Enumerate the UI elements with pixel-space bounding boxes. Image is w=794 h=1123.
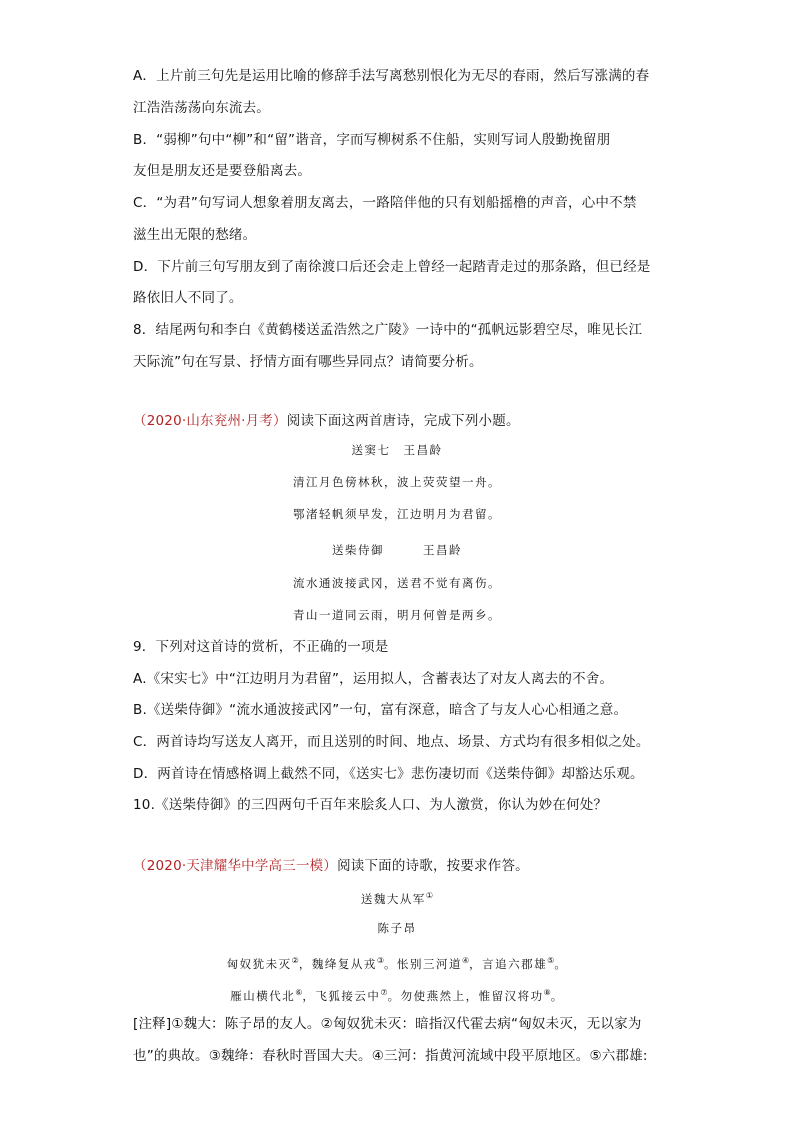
- q7-option-a-line2: 江浩浩荡荡向东流去。: [133, 100, 270, 116]
- section3-instruction: 阅读下面的诗歌，按要求作答。: [337, 858, 529, 874]
- section2-header: [133, 412, 520, 430]
- q7-option-c-line1: C．“为君”句写词人想象着朋友离去，一路陪伴他的只有划船摇橹的声音，心中不禁: [133, 195, 637, 211]
- q9-option-c: C．两首诗均写送友人离开，而且送别的时间、地点、场景、方式均有很多相似之处。: [133, 734, 650, 750]
- notes-line1: [注释]①魏大：陈子昂的友人。②匈奴犹未灭：暗指汉代霍去病“匈奴未灭，无以家为: [133, 1016, 642, 1032]
- poem2-title: 送柴侍御 王昌龄: [332, 543, 462, 557]
- poem2-line2: 青山一道同云雨，明月何曾是两乡。: [293, 608, 501, 622]
- q10-stem: 10.《送柴侍御》的三四两句千百年来脍炙人口、为人激赏，你认为妙在何处？: [133, 797, 608, 813]
- section3-header: [133, 857, 529, 875]
- section3-source: （2020·天津耀华中学高三一模）: [133, 858, 338, 874]
- poem1-line1: 清江月色傍林秋，波上荧荧望一舟。: [293, 475, 501, 489]
- poem3-line2: 雁山横代北⑥，飞狐接云中⑦。勿使燕然上，惟留汉将功⑧。: [230, 988, 564, 1003]
- q7-option-a-line1: A．上片前三句先是运用比喻的修辞手法写离愁别恨化为无尽的春雨，然后写涨满的春: [133, 68, 650, 84]
- poem1-line2: 鄂渚轻帆须早发，江边明月为君留。: [293, 507, 501, 521]
- poem2-line1: 流水通波接武冈，送君不觉有离伤。: [293, 576, 501, 590]
- q7-option-d-line2: 路依旧人不同了。: [133, 290, 243, 306]
- q8-line1: 8．结尾两句和李白《黄鹤楼送孟浩然之广陵》一诗中的“孤帆远影碧空尽，唯见长江: [133, 322, 643, 338]
- poem3-line1: 匈奴犹未灭②，魏绛复从戎③。怅别三河道④，言追六郡雄⑤。: [226, 956, 568, 971]
- q7-option-c-line2: 滋生出无限的愁绪。: [133, 227, 257, 243]
- q9-option-a: A.《宋实七》中“江边明月为君留”，运用拟人，含蓄表达了对友人离去的不舍。: [133, 671, 614, 687]
- poem1-title: 送窦七 王昌龄: [351, 443, 443, 457]
- q9-stem: 9．下列对这首诗的赏析，不正确的一项是: [133, 639, 389, 655]
- poem3-author: 陈子昂: [377, 921, 417, 935]
- q9-option-b: B.《送柴侍御》“流水通波接武冈”一句，富有深意，暗含了与友人心心相通之意。: [133, 702, 628, 718]
- poem3-title: 送魏大从军①: [360, 891, 434, 906]
- q8-line2: 天际流”句在写景、抒情方面有哪些异同点？请简要分析。: [133, 354, 483, 370]
- notes-line2: 也”的典故。③魏绛：春秋时晋国大夫。④三河：指黄河流域中段平原地区。⑤六郡雄:: [133, 1048, 648, 1064]
- q7-option-b-line2: 友但是朋友还是要登船离去。: [133, 163, 312, 179]
- q7-option-b-line1: B．“弱柳”句中“柳”和“留”谐音，字而写柳树系不住船，实则写词人殷勤挽留朋: [133, 132, 611, 148]
- section2-source: （2020·山东兖州·月考）: [133, 413, 287, 429]
- q9-option-d: D．两首诗在情感格调上截然不同，《送实七》悲伤凄切而《送柴侍御》却豁达乐观。: [133, 766, 644, 782]
- q7-option-d-line1: D．下片前三句写朋友到了南徐渡口后还会走上曾经一起踏青走过的那条路，但已经是: [133, 259, 651, 275]
- section2-instruction: 阅读下面这两首唐诗，完成下列小题。: [286, 413, 520, 429]
